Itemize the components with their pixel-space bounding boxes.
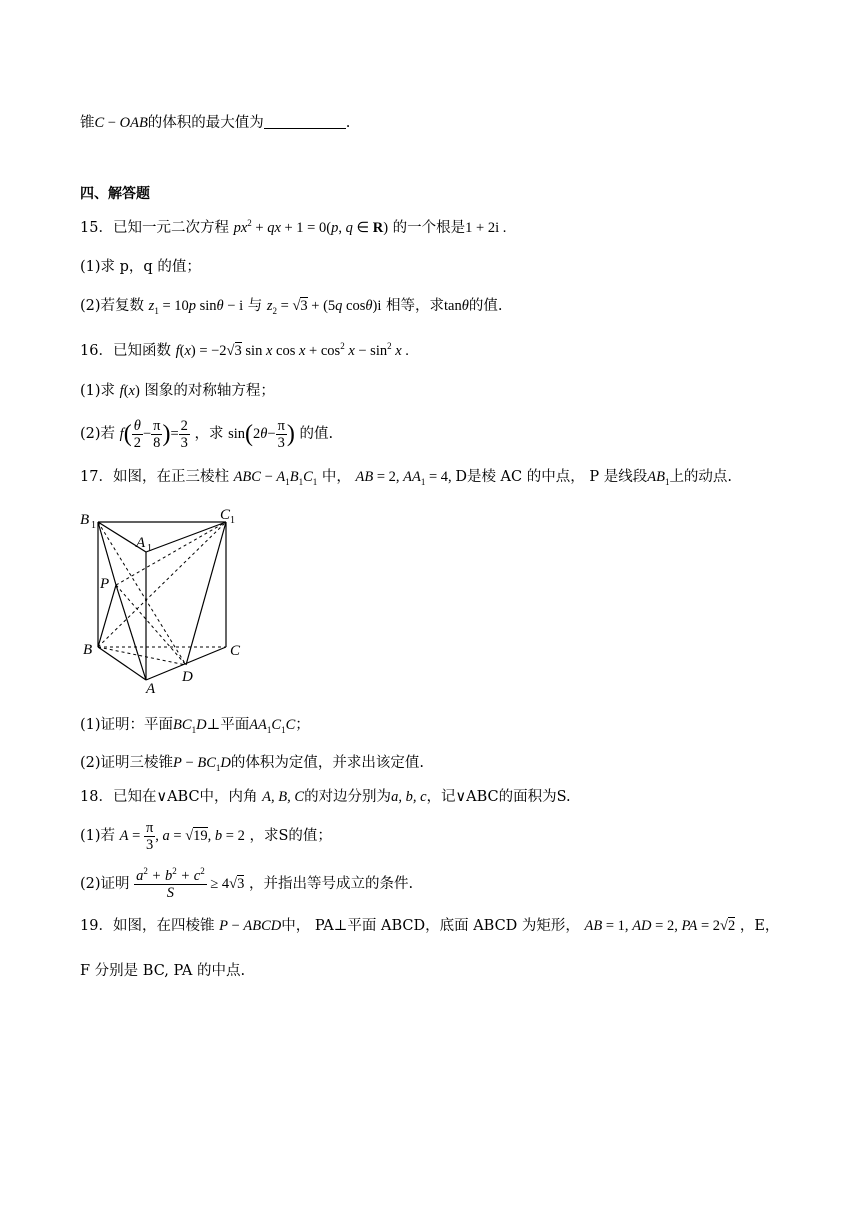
label-C: C	[230, 643, 241, 659]
q18-part1: (1)若 A = $\frac{\pi}{3}$ , a = √19, b = 2 ，求S的值；	[80, 819, 332, 853]
q18-part2: (2)证明 $\frac{a^2 + b^2 + c^2}{S}$ ≥ 4√3 ，并指出等号成立的条件.	[80, 865, 414, 901]
q16-stem: 16．已知函数 f(x) = −2√3 sin x $\cos x + \cos^2 x - \sin^2 x$ .	[80, 341, 409, 359]
section-title: 四、解答题	[80, 186, 150, 202]
q14-tail: 锥C − OAB的体积的最大值为 .	[80, 115, 351, 131]
svg-text:1: 1	[91, 520, 96, 531]
q16-part1: (1)求 f(x) 图象的对称轴方程；	[80, 383, 275, 399]
svg-text:1: 1	[230, 515, 235, 526]
label-D: D	[182, 669, 193, 685]
label-C1: C	[220, 507, 231, 523]
label-A1: A	[136, 535, 146, 551]
q17-stem: 17．如图，在正三棱柱 ABC − $A_1B_1C_1$ 中， AB = 2, $AA_1 = 4$, D是棱 AC 的中点， P 是线段$AB_1$上的动点.	[80, 469, 733, 487]
q19-stem: 19．如图，在四棱锥 P − ABCD中， PA⊥平面 ABCD，底面 ABCD 为矩形， AB = 1, AD = 2, PA = 2√2 ，E，	[80, 918, 780, 934]
prism-figure	[78, 505, 248, 695]
label-P: P	[100, 576, 110, 592]
q15-part1: (1)求 p，q 的值；	[80, 259, 201, 275]
q18-stem: 18．已知在∨ABC中，内角 A, B, C的对边分别为a, b, c，记∨ABC的面积为S.	[80, 789, 571, 805]
label-A: A	[146, 681, 156, 695]
q15-stem: 15．已知一元二次方程 $px^2$ + qx + 1 = 0(p, q ∈ R) 的一个根是1 + 2i .	[80, 218, 507, 236]
q17-part1: (1)证明：平面$BC_1D\perp$平面$AA_1C_1C$；	[80, 717, 310, 735]
answer-blank[interactable]	[264, 114, 346, 129]
q16-part2: (2)若 f( $\frac{\theta}{2}$ − $\frac{\pi}{8}$ )= $\frac{2}{3}$ ，求 sin(2θ− $\frac{\pi}{3}$ ) 的值.	[80, 417, 334, 451]
q15-part2: (2)若复数 $z_1 = 10p$ sinθ − i 与 $z_2 = √3 + (5q$ cosθ)i 相等，求tanθ的值.	[80, 298, 503, 316]
q17-part2: (2)证明三棱锥$P - BC_1D$的体积为定值，并求出该定值.	[80, 755, 424, 773]
q19-line2: F 分别是 BC, PA 的中点.	[80, 963, 246, 979]
label-B: B	[83, 642, 93, 658]
label-B1: B	[80, 512, 90, 528]
svg-text:1: 1	[147, 543, 152, 554]
